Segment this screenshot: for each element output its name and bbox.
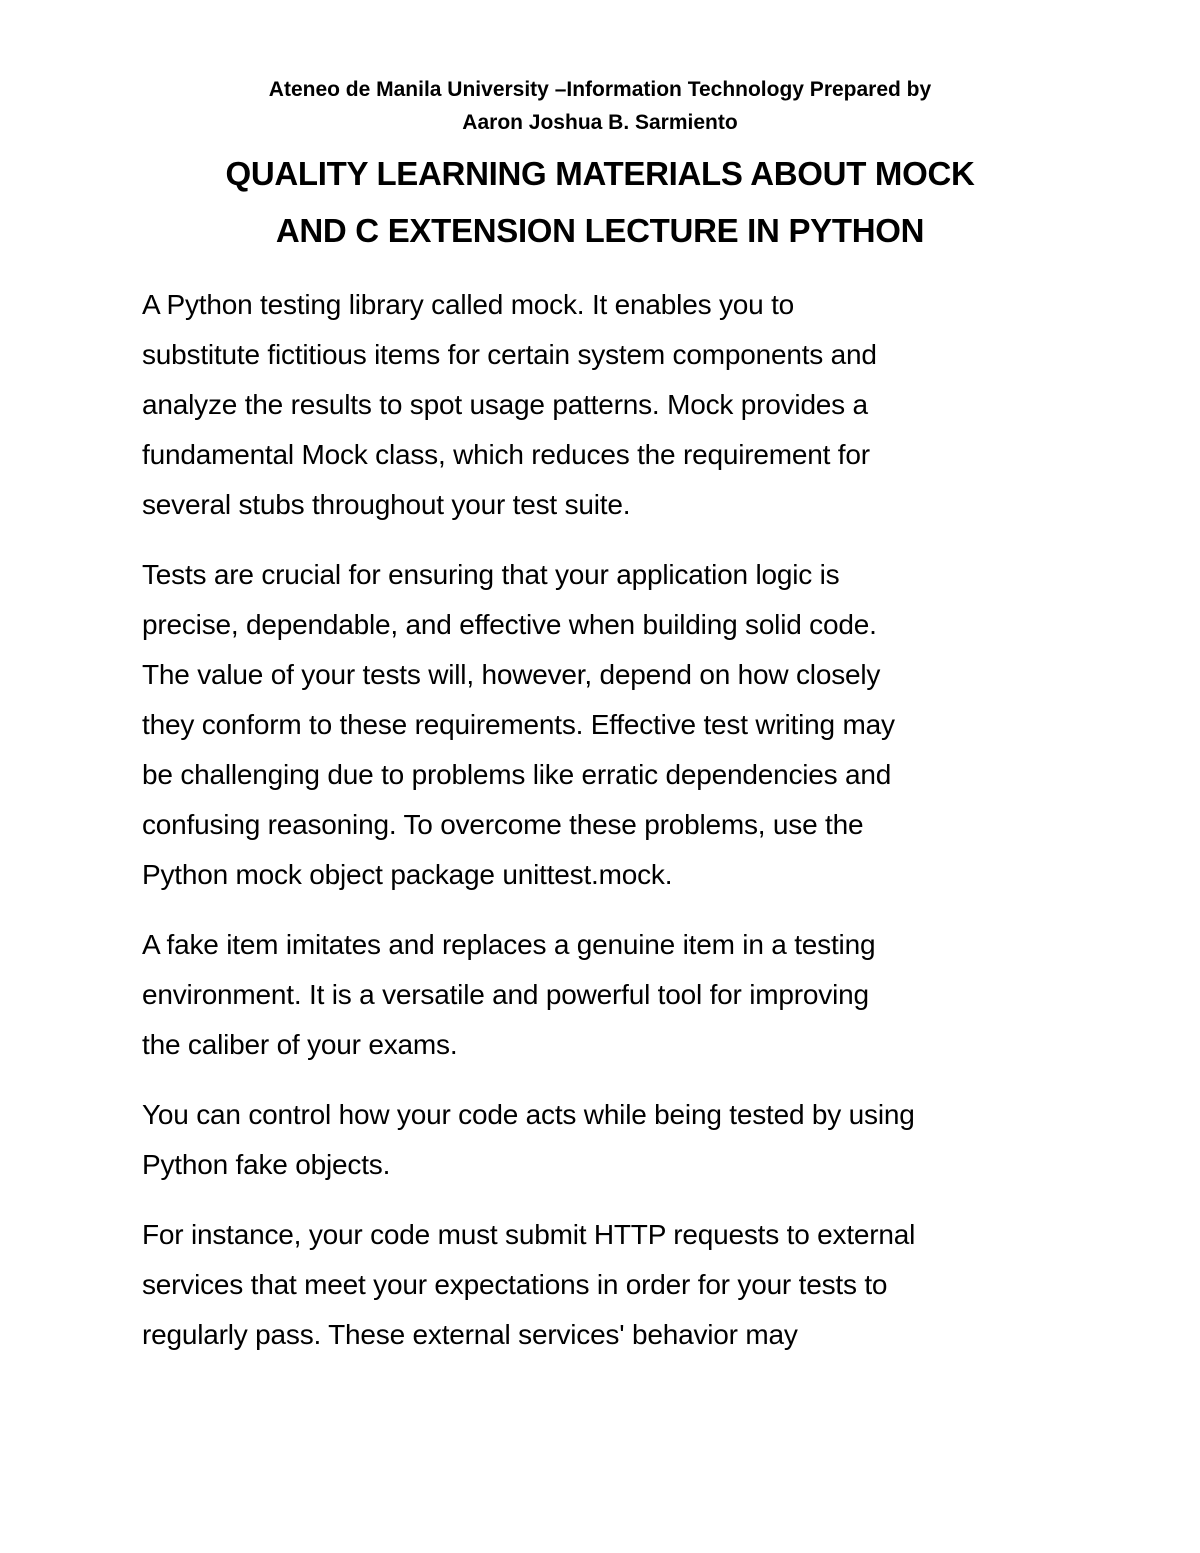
text-line: A Python testing library called mock. It enables you to	[142, 289, 795, 320]
text-line: Python fake objects.	[142, 1149, 391, 1180]
text-line: analyze the results to spot usage patterns. Mock provides a	[142, 389, 868, 420]
text-line: the caliber of your exams.	[142, 1029, 458, 1060]
title-line-2: AND C EXTENSION LECTURE IN PYTHON	[275, 212, 925, 249]
text-line: services that meet your expectations in order for your tests to	[142, 1269, 888, 1300]
text-line: confusing reasoning. To overcome these problems, use the	[142, 809, 864, 840]
header-line-1: Ateneo de Manila University –Information Technology Prepared by	[268, 78, 932, 101]
text-line: fundamental Mock class, which reduces the requirement for	[142, 439, 870, 470]
paragraph-tests-importance	[142, 550, 1062, 900]
text-line: be challenging due to problems like erratic dependencies and	[142, 759, 892, 790]
text-line: A fake item imitates and replaces a genuine item in a testing	[142, 929, 876, 960]
text-line: You can control how your code acts while being tested by using	[142, 1099, 915, 1130]
text-line: substitute fictitious items for certain system components and	[142, 339, 877, 370]
document-header	[140, 73, 1060, 139]
document-title	[100, 145, 1100, 259]
paragraph-http-example	[142, 1210, 1062, 1360]
paragraph-control-code	[142, 1090, 1062, 1190]
text-line: regularly pass. These external services' behavior may	[142, 1319, 798, 1350]
text-line: precise, dependable, and effective when building solid code.	[142, 609, 877, 640]
document-body	[142, 280, 1062, 1380]
header-line-2: Aaron Joshua B. Sarmiento	[462, 111, 738, 134]
text-line: Tests are crucial for ensuring that your application logic is	[142, 559, 840, 590]
text-line: they conform to these requirements. Effective test writing may	[142, 709, 895, 740]
text-line: several stubs throughout your test suite.	[142, 489, 631, 520]
title-line-1: QUALITY LEARNING MATERIALS ABOUT MOCK	[225, 155, 975, 192]
text-line: environment. It is a versatile and powerful tool for improving	[142, 979, 869, 1010]
text-line: Python mock object package unittest.mock.	[142, 859, 673, 890]
paragraph-mock-intro	[142, 280, 1062, 530]
paragraph-fake-item	[142, 920, 1062, 1070]
text-line: The value of your tests will, however, depend on how closely	[142, 659, 881, 690]
text-line: For instance, your code must submit HTTP requests to external	[142, 1219, 916, 1250]
